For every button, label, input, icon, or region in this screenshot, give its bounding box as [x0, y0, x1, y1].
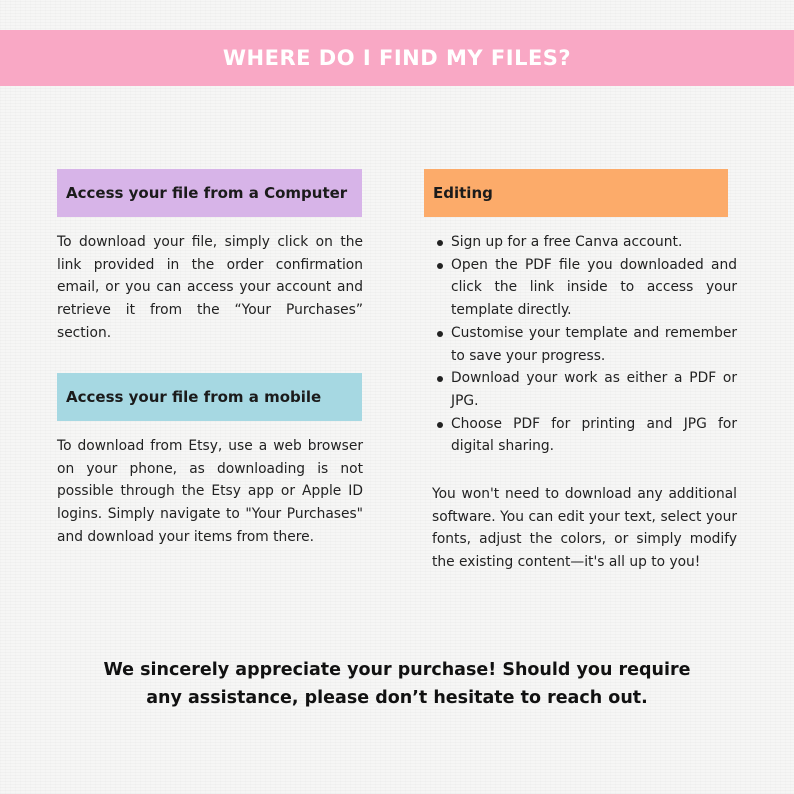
- closing-line-1: We sincerely appreciate your purchase! Should you require: [103, 660, 691, 680]
- closing-message: [60, 656, 734, 712]
- list-item-text: Open the PDF file you downloaded and click the link inside to access your template directly.: [451, 256, 737, 319]
- page-title: WHERE DO I FIND MY FILES?: [222, 46, 572, 70]
- computer-section-heading: Access your file from a Computer: [57, 169, 362, 217]
- mobile-section-heading: Access your file from a mobile: [57, 373, 362, 421]
- editing-steps-list: [432, 231, 737, 458]
- mobile-instructions: To download from Etsy, use a web browser on your phone, as downloading is not possible through the Etsy app or Apple ID logins. Simply navigate to "Your Purchases" and download your items from there.: [57, 438, 363, 545]
- bullet-icon: [437, 376, 443, 382]
- list-item: [432, 254, 737, 322]
- bullet-icon: [437, 422, 443, 428]
- bullet-icon: [437, 331, 443, 337]
- title-banner: [0, 30, 794, 86]
- list-item: [432, 367, 737, 412]
- list-item-text: Choose PDF for printing and JPG for digital sharing.: [451, 415, 737, 455]
- list-item: [432, 322, 737, 367]
- list-item-text: Customise your template and remember to save your progress.: [451, 324, 737, 364]
- list-item-text: Download your work as either a PDF or JPG.: [451, 370, 737, 409]
- computer-instructions: To download your file, simply click on the link provided in the order confirmation email, or you can access your account and retrieve it from the “Your Purchases” section.: [57, 234, 363, 341]
- list-item-text: Sign up for a free Canva account.: [451, 234, 683, 250]
- bullet-icon: [437, 263, 443, 269]
- closing-line-2: any assistance, please don’t hesitate to reach out.: [146, 688, 648, 708]
- list-item: [432, 231, 737, 254]
- bullet-icon: [437, 240, 443, 246]
- editing-section-heading: Editing: [424, 169, 728, 217]
- editing-note: You won't need to download any additional software. You can edit your text, select your fonts, adjust the colors, or simply modify the existing content—it's all up to you!: [432, 486, 737, 571]
- list-item: [432, 413, 737, 458]
